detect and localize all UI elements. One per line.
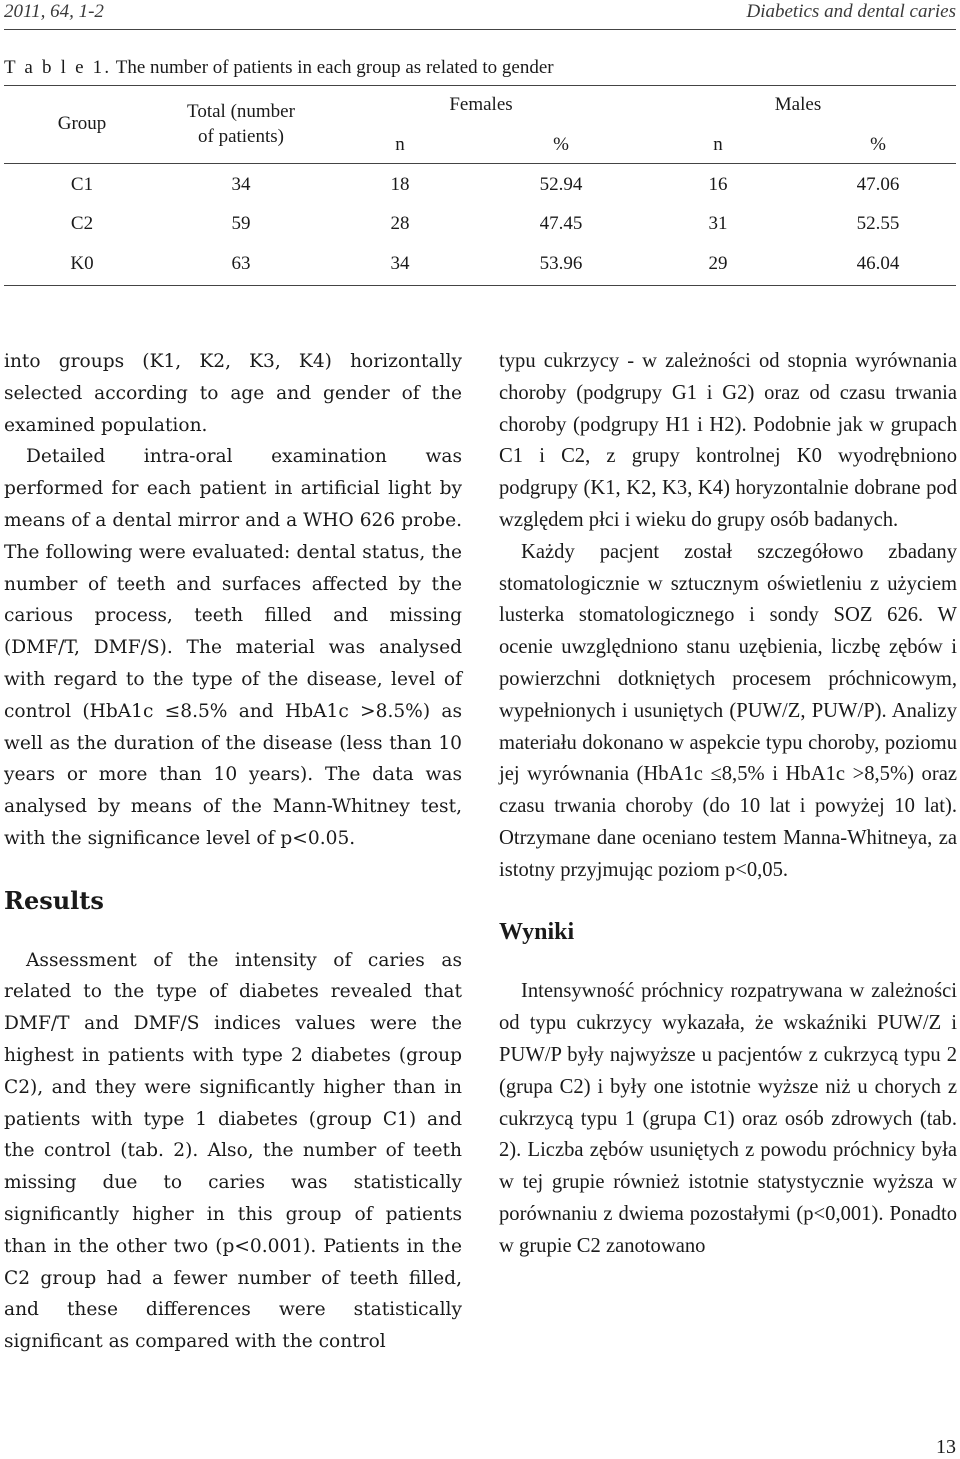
page-number: 13	[936, 1436, 956, 1458]
header-males: Males	[774, 94, 822, 115]
header-rule	[4, 29, 956, 30]
running-title: Diabetics and dental caries	[746, 1, 956, 22]
header-group: Group	[57, 113, 107, 134]
cell-group: C2	[70, 213, 94, 234]
journal-issue: 2011, 64, 1-2	[4, 1, 104, 22]
table-caption-text: The number of patients in each group as related to gender	[111, 57, 554, 78]
polish-paragraph-results: Intensywność próchnicy rozpatrywana w zależności od typu cukrzycy wykazała, że wskaźniki PUW/Z i PUW/P były najwyższe u pacjentów z cukrzycą typu 2 (grupa C2) i były one istotnie wyższe niż u chorych z cukrzycą typu 1 (grupa C1) oraz osób zdrowych (tab. 2). Liczba zębów usuniętych z powodu próchnicy była w tej grupie również istotnie statystycznie wyższa w porównaniu z dwiema pozostałymi (p<0,001). Ponadto w grupie C2 zanotowano	[499, 980, 957, 1257]
results-heading: Results	[4, 885, 104, 915]
english-paragraph-examination: Detailed intra-oral examination was performed for each patient in artificial light by means of a dental mirror and a WHO 626 probe. The following were evaluated: dental status, the number of teeth and surfaces affected by the carious process, teeth filled and missing (DMF/T, DMF/S). The material was analysed with regard to the type of the disease, level of control (HbA1c ≤8.5% and HbA1c >8.5%) as well as the duration of the disease (less than 10 years or more than 10 years). The data was analysed by means of the Mann-Whitney test, with the significance level of p<0.05.	[4, 446, 462, 849]
english-paragraph-methods-end: into groups (K1, K2, K3, K4) horizontally selected according to age and gender of the examined population.	[4, 351, 462, 436]
cell-group: K0	[70, 253, 94, 274]
cell-female-n: 34	[390, 253, 410, 274]
cell-female-pct: 53.96	[539, 253, 583, 274]
running-header	[4, 0, 956, 26]
polish-column	[499, 346, 957, 1263]
wyniki-heading: Wyniki	[499, 918, 575, 945]
table-header-rule	[4, 163, 956, 164]
polish-paragraph-methods-end: typu cukrzycy - w zależności od stopnia wyrównania choroby (podgrupy G1 i G2) oraz od czasu trwania choroby (podgrupy H1 i H2). Podobnie jak w grupach C1 i C2, z grupy kontrolnej K0 wyodrębniono podgrupy (K1, K2, K3, K4) horyzontalnie dobrane pod względem płci i wieku do grupy osób badanych.	[499, 350, 957, 531]
cell-total: 34	[231, 174, 251, 195]
header-female-pct: %	[553, 134, 569, 155]
header-female-n: n	[395, 134, 405, 155]
cell-total: 63	[231, 253, 251, 274]
cell-female-pct: 52.94	[539, 174, 583, 195]
table-label: T a b l e 1.	[4, 57, 112, 78]
cell-group: C1	[70, 174, 94, 195]
cell-male-n: 29	[708, 253, 728, 274]
cell-male-pct: 52.55	[856, 213, 900, 234]
cell-male-pct: 46.04	[856, 253, 900, 274]
cell-male-n: 31	[708, 213, 728, 234]
cell-female-pct: 47.45	[539, 213, 583, 234]
english-paragraph-results: Assessment of the intensity of caries as related to the type of diabetes revealed that DMF/T and DMF/S indices values were the highest in patients with type 2 diabetes (group C2), and they were significantly higher than in patients with type 1 diabetes (group C1) and the control (tab. 2). Also, the number of teeth missing due to caries was statistically significantly higher in this group of patients than in the other two (p<0.001). Patients in the C2 group had a fewer number of teeth filled, and these differences were statistically significant as compared with the control	[4, 949, 462, 1353]
polish-paragraph-examination: Każdy pacjent został szczegółowo zbadany stomatologicznie w sztucznym oświetleniu z użyciem lusterka stomatologicznego i sondy SOZ 626. W ocenie uwzględniono stanu uzębienia, liczbę zębów i powierzchni dotkniętych procesem próchnicowym, wypełnionych i usuniętych (PUW/Z, PUW/P). Analizy materiału dokonano w aspekcie typu choroby, poziomu jej wyrównania (HbA1c ≤8,5% i HbA1c >8,5%) oraz czasu trwania choroby (do 10 lat i powyżej 10 lat). Otrzymane dane oceniano testem Manna-Whitneya, za istotny przyjmując poziom p<0,05.	[499, 540, 957, 881]
english-column	[4, 346, 462, 1358]
table-top-rule	[4, 85, 956, 86]
cell-female-n: 28	[390, 213, 410, 234]
cell-total: 59	[231, 213, 251, 234]
cell-male-n: 16	[708, 174, 728, 195]
header-total-line1: Total (number	[187, 101, 295, 122]
cell-female-n: 18	[390, 174, 410, 195]
header-male-pct: %	[870, 134, 886, 155]
header-total-line2: of patients)	[197, 126, 285, 147]
table-caption	[4, 57, 554, 79]
header-male-n: n	[713, 134, 723, 155]
header-females: Females	[449, 94, 513, 115]
table-bottom-rule	[4, 285, 956, 286]
cell-male-pct: 47.06	[856, 174, 900, 195]
